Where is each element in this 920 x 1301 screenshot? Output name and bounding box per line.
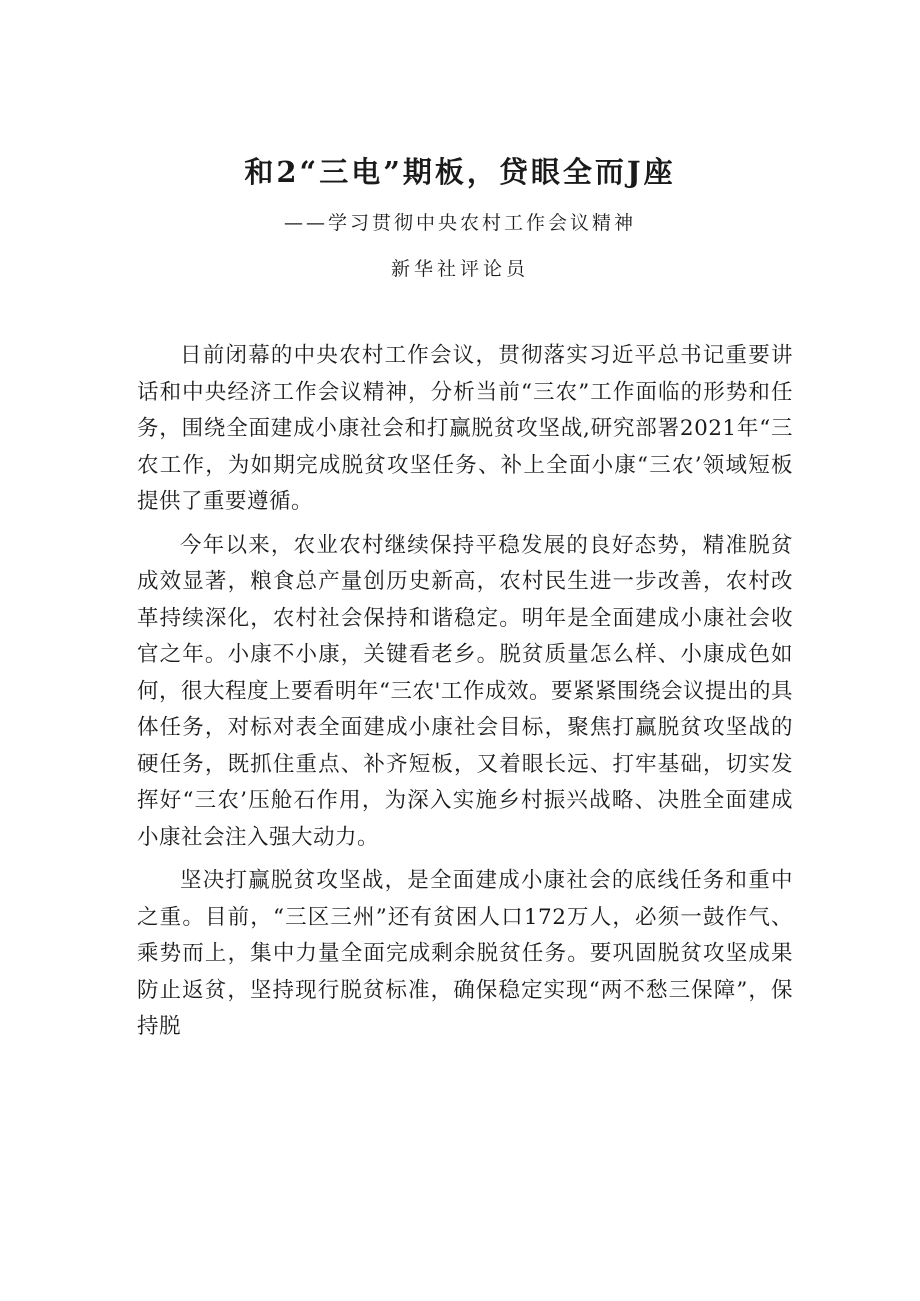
paragraph: 坚决打赢脱贫攻坚战，是全面建成小康社会的底线任务和重中之重。目前，“三区三州”还有贫困人口172万人，必须一鼓作气、乘势而上，集中力量全面完成剩余脱贫任务。要巩固脱贫攻坚成果防止返贫，坚持现行脱贫标准，确保稳定实现“两不愁三保障”，保持脱 [137, 868, 793, 1039]
document-body [137, 338, 793, 1053]
document-byline: 新华社评论员 [390, 258, 529, 280]
document-title: 和2“三电”期板，贷眼全而J座 [244, 155, 676, 189]
document-subtitle: ——学习贯彻中央农村工作会议精神 [283, 212, 636, 234]
paragraph: 日前闭幕的中央农村工作会议，贯彻落实习近平总书记重要讲话和中央经济工作会议精神，分析当前“三农”工作面临的形势和任务，围绕全面建成小康社会和打赢脱贫攻坚战,研究部署2021年“三农工作，为如期完成脱贫攻坚任务、补上全面小康“三农’领域短板提供了重要遵循。 [137, 343, 793, 514]
paragraph: 今年以来，农业农村继续保持平稳发展的良好态势，精准脱贫成效显著，粮食总产量创历史新高，农村民生进一步改善，农村改革持续深化，农村社会保持和谐稳定。明年是全面建成小康社会收官之年。小康不小康，关键看老乡。脱贫质量怎么样、小康成色如何，很大程度上要看明年“三农'工作成效。要紧紧围绕会议提出的具体任务，对标对表全面建成小康社会目标，聚焦打赢脱贫攻坚战的硬任务，既抓住重点、补齐短板，又着眼长远、打牢基础，切实发挥好“三农’压舱石作用，为深入实施乡村振兴战略、决胜全面建成小康社会注入强大动力。 [137, 532, 793, 850]
